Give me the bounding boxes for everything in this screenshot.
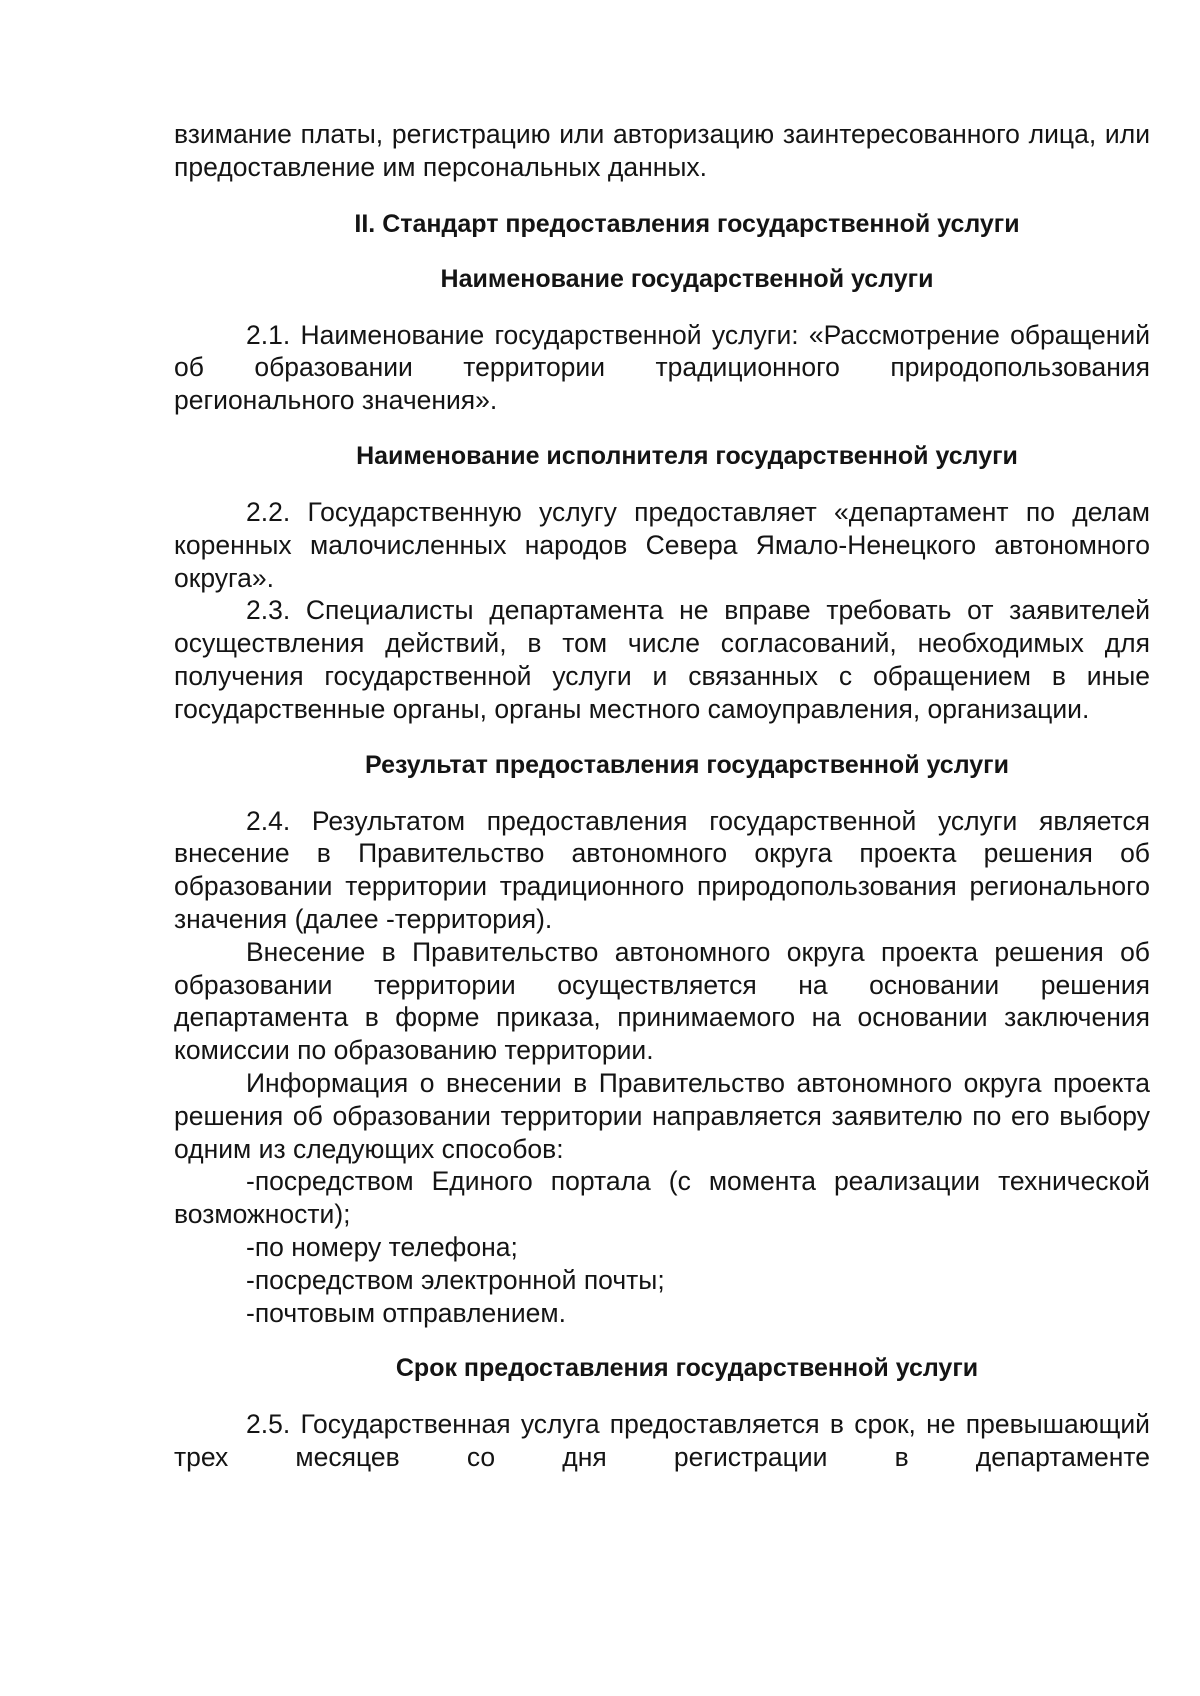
list-item-portal: -посредством Единого портала (с момента реализации технической возможности); xyxy=(174,1166,1150,1230)
list-item-email: -посредством электронной почты; xyxy=(246,1264,665,1295)
list-item-post: -почтовым отправлением. xyxy=(246,1297,566,1328)
heading-service-result: Результат предоставления государственной услуги xyxy=(365,750,1009,779)
paragraph-submission: Внесение в Правительство автономного округа проекта решения об образовании территории осуществляется на основании решения департамента в форме приказа, принимаемого на основании заключения комиссии по образованию территории. xyxy=(174,936,1150,1066)
paragraph-2-1: 2.1. Наименование государственной услуги: «Рассмотрение обращений об образовании территории традиционного природопользования регионального значения». xyxy=(174,319,1150,416)
intro-paragraph: взимание платы, регистрацию или авторизацию заинтересованного лица, или предоставление им персональных данных. xyxy=(174,119,1150,182)
section-title: II. Стандарт предоставления государственной услуги xyxy=(354,209,1020,238)
paragraph-2-5: 2.5. Государственная услуга предоставляется в срок, не превышающий трех месяцев со дня регистрации в департаменте xyxy=(174,1409,1150,1473)
paragraph-2-3: 2.3. Специалисты департамента не вправе требовать от заявителей осуществления действий, в том числе согласований, необходимых для получения государственной услуги и связанных с обращением в иные государственные органы, органы местного самоуправления, организации. xyxy=(174,595,1150,724)
list-item-phone: -по номеру телефона; xyxy=(246,1231,518,1262)
paragraph-2-4: 2.4. Результатом предоставления государственной услуги является внесение в Правительство автономного округа проекта решения об образовании территории традиционного природопользования регионального значения (далее -территория). xyxy=(174,805,1150,934)
document-page xyxy=(174,118,1150,1474)
heading-service-executor: Наименование исполнителя государственной услуги xyxy=(356,441,1018,470)
heading-service-term: Срок предоставления государственной услуги xyxy=(395,1354,979,1383)
paragraph-2-2: 2.2. Государственную услугу предоставляет «департамент по делам коренных малочисленных народов Севера Ямало-Ненецкого автономного округа». xyxy=(174,496,1150,593)
paragraph-information: Информация о внесении в Правительство автономного округа проекта решения об образовании территории направляется заявителю по его выбору одним из следующих способов: xyxy=(174,1067,1150,1164)
heading-service-name: Наименование государственной услуги xyxy=(440,264,934,293)
